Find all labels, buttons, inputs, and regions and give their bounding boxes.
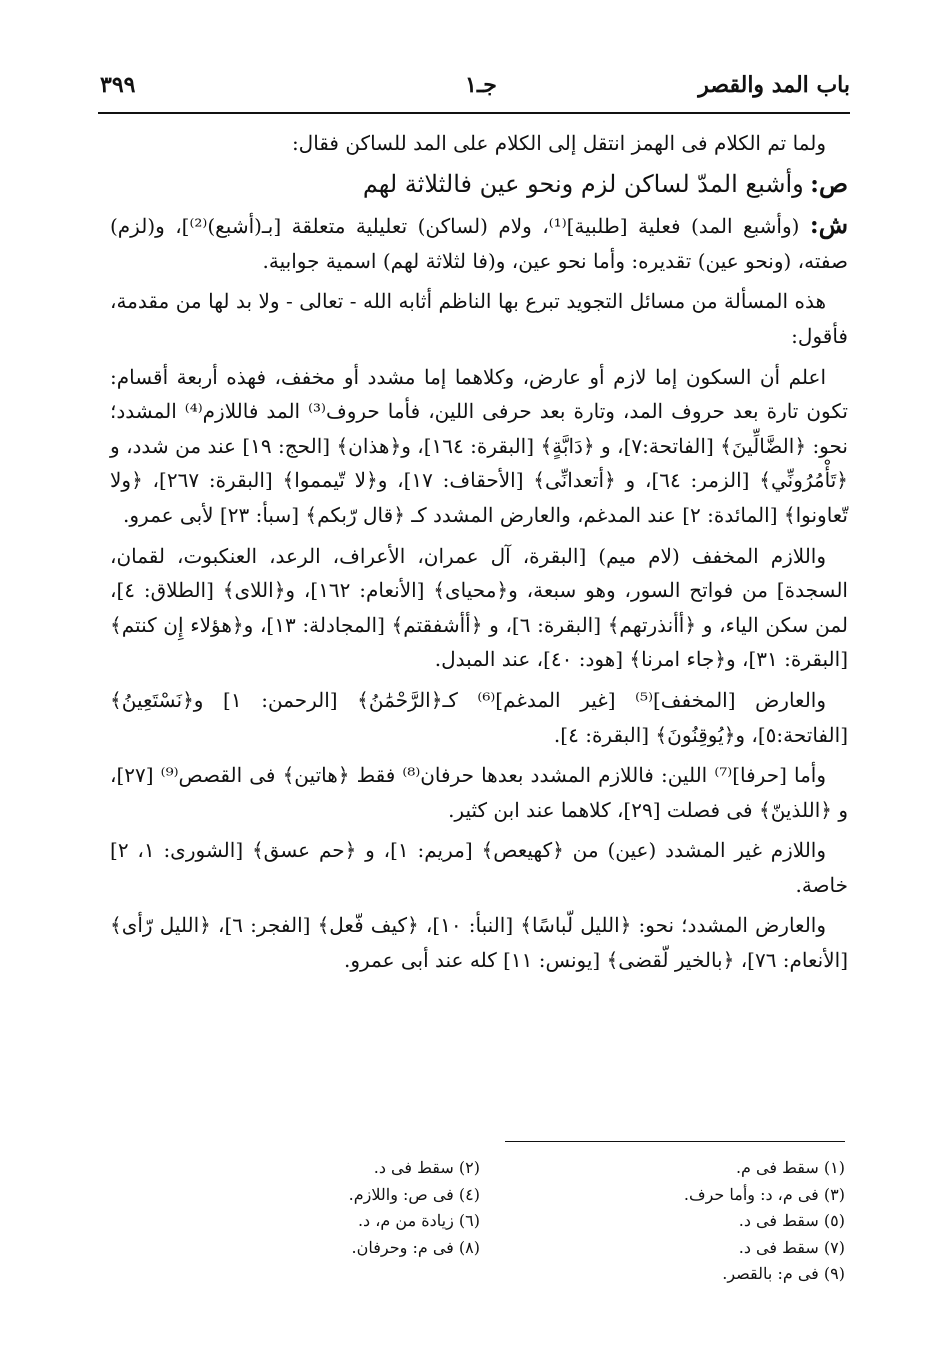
footnote: [115, 1182, 480, 1209]
commentary-text: (وأشبع المد) فعلية [طلبية]⁽¹⁾، ولام (لساكن) تعليلية متعلقة [بـ(أشبع)⁽²⁾]، و(لزم) صفته، (ونحو عين) تقديره: وأما نحو عين، و(فا لثلاثة لهم) اسمية جوابية.: [110, 214, 848, 273]
volume-label: جـ١: [465, 72, 497, 98]
footnotes: [110, 1155, 845, 1288]
chapter-title: باب المد والقصر: [698, 72, 850, 98]
commentary-label: ش:: [809, 210, 848, 240]
footnote: [115, 1208, 480, 1235]
verse-line: [110, 167, 848, 203]
main-text: [110, 126, 848, 984]
footnote-number: (٨): [458, 1237, 480, 1257]
footnote-number: (٢): [458, 1158, 480, 1177]
paragraph: والعارض المشدد؛ نحو: ﴿الليل لّباسًا﴾ [النبأ: ١٠]، ﴿كيف فّعل﴾ [الفجر: ٦]، ﴿الليل رّأى﴾ [الأنعام: ٧٦]، ﴿بالخير لّقضى﴾ [يونس: ١١] كله عند أبى عمرو.: [110, 913, 848, 973]
intro-paragraph: ولما تم الكلام فى الهمز انتقل إلى الكلام على المد للساكن فقال:: [291, 131, 826, 155]
paragraph: واللازم غير المشدد (عين) من ﴿كهيعص﴾ [مريم: ١]، و ﴿حم عسق﴾ [الشورى: ١، ٢] خاصة.: [110, 838, 848, 897]
footnote-text: فى م: وحرفان.: [351, 1237, 454, 1257]
paragraph: والعارض [المخفف]⁽⁵⁾ [غير المدغم]⁽⁶⁾ كـ﴿الرَّحْمَٰنُ﴾ [الرحمن: ١] و﴿نَسْتَعِينُ﴾ [الفاتحة:٥]، و﴿يُوقِنُونَ﴾ [البقرة: ٤].: [110, 687, 848, 747]
paragraph: وأما [حرفا]⁽⁷⁾ اللين: فاللازم المشدد بعدها حرفان⁽⁸⁾ فقط ﴿هاتين﴾ فى القصص⁽⁹⁾ [٢٧]، و ﴿اللذينّ﴾ فى فصلت [٢٩]، كلاهما عند ابن كثير.: [110, 763, 848, 822]
footnote: [480, 1155, 845, 1182]
footnote-row: [110, 1208, 845, 1235]
footnote-row: [110, 1261, 845, 1288]
verse-text: وأشبع المدّ لساكن لزم ونحو عين فالثلاثة لهم: [362, 169, 804, 198]
verse-label: ص:: [810, 168, 848, 198]
footnote-text: سقط فى م.: [735, 1158, 819, 1177]
header-rule: [98, 112, 850, 114]
footnote-number: (٤): [458, 1184, 480, 1204]
footnote: [115, 1235, 480, 1262]
footnote-row: [110, 1155, 845, 1182]
footnote-text: فى م: بالقصر.: [722, 1264, 819, 1283]
footnote-text: سقط فى د.: [738, 1211, 819, 1230]
footnote-text: سقط فى د.: [738, 1237, 819, 1257]
footnote-number: (٩): [823, 1264, 845, 1283]
footnote: [480, 1235, 845, 1262]
paragraph: هذه المسألة من مسائل التجويد تبرع بها الناظم أثابه الله - تعالى - ولا بد لها من مقدمة، فأقول:: [110, 289, 848, 348]
footnote-number: (٧): [823, 1237, 845, 1257]
footnote-text: سقط فى د.: [373, 1158, 454, 1177]
footnote-row: [110, 1182, 845, 1209]
footnote: [480, 1261, 845, 1288]
commentary-paragraph: [110, 208, 848, 278]
footnote: [480, 1208, 845, 1235]
page-number: ٣٩٩: [100, 72, 136, 98]
footnote-number: (١): [823, 1158, 845, 1177]
footnote-row: [110, 1235, 845, 1262]
footnote-text: فى م، د: وأما حرف.: [683, 1184, 819, 1204]
footnote-number: (٦): [458, 1211, 480, 1230]
paragraph: واللازم المخفف (لام ميم) [البقرة، آل عمران، الأعراف، الرعد، العنكبوت، لقمان، السجدة] من فواتح السور، وهو سبعة، و﴿محياى﴾ [الأنعام: ١٦٢]، و﴿اللاى﴾ [الطلاق: ٤]، لمن سكن الياء، و ﴿أأنذرتهم﴾ [البقرة: ٦]، و ﴿أأشفقتم﴾ [المجادلة: ١٣]، و﴿هؤلاء إِن كنتم﴾ [البقرة: ٣١]، و﴿جاء امرنا﴾ [هود: ٤٠]، عند المبدل.: [110, 543, 849, 672]
footnote-number: (٥): [823, 1211, 845, 1230]
footnote-text: زيادة من م، د.: [357, 1211, 454, 1230]
footnote-number: (٣): [823, 1184, 845, 1204]
running-header: [100, 72, 850, 106]
paragraph: اعلم أن السكون إما لازم أو عارض، وكلاهما إما مشدد أو مخفف، فهذه أربعة أقسام: تكون تارة بعد حروف المد، وتارة بعد حرفى اللين، فأما حروف⁽³⁾ المد فاللازم⁽⁴⁾ المشدد؛ نحو: ﴿الضَّالِّينَ﴾ [الفاتحة:٧]، و ﴿دَابَّةٍ﴾ [البقرة: ١٦٤]، و﴿هذان﴾ [الحج: ١٩] عند من شدد، و ﴿تَأْمُرُونِّي﴾ [الزمر: ٦٤]، و ﴿أتعدانِّى﴾ [الأحقاف: ١٧]، و﴿لا تّيمموا﴾ [البقرة: ٢٦٧]، ﴿ولا تّعاونوا﴾ [المائدة: ٢] عند المدغم، والعارض المشدد كـ ﴿قال رّبكم﴾ [سبأ: ٢٣] لأبى عمرو.: [110, 364, 849, 527]
footnote: [115, 1155, 480, 1182]
footnote-text: فى ص: واللازم.: [348, 1184, 454, 1204]
footnote: [480, 1182, 845, 1209]
footnote-rule: [505, 1141, 845, 1142]
